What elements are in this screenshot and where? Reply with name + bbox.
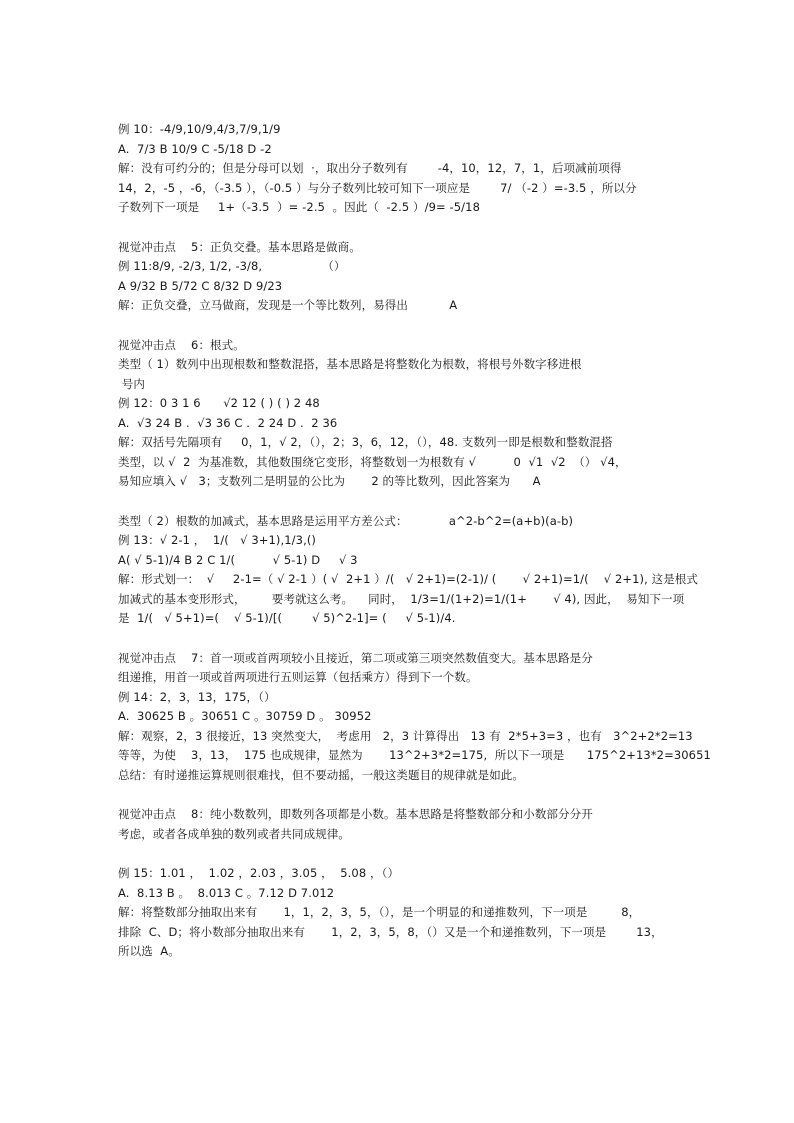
paragraph-gap (118, 785, 678, 805)
paragraph-gap (118, 316, 678, 336)
text-line: 考虑，或者各成单独的数列或者共同成规律。 (118, 826, 350, 841)
text-line: 所以选 A。 (118, 944, 180, 958)
paragraph-gap (118, 629, 678, 649)
section-heading: 视觉冲击点 8：纯小数数列，即数列各项都是小数。基本思路是将整数部分和小数部分分开 (118, 807, 593, 821)
text-line: A. 8.13 B 。 8.013 C 。7.12 D 7.012 (118, 885, 335, 900)
paragraph-gap (118, 844, 678, 864)
text-line: A. √3 24 B . √3 36 C . 2 24 D . 2 36 (118, 415, 338, 430)
text-line: A. 30625 B 。30651 C 。30759 D 。 30952 (118, 709, 372, 723)
text-line: 例 11:8/9, -2/3, 1/2, -3/8, （） (118, 259, 346, 273)
text-line: 例 15：1.01 ， 1.02 ，2.03 ，3.05 ， 5.08 ，（） (118, 866, 400, 880)
text-line: 加减式的基本变形形式， 要考就这么考。 同时， 1/3=1/(1+2)=1/(1+ √ 4), 因此， 易知下一项 (118, 591, 685, 606)
section-heading: 视觉冲击点 5：正负交叠。基本思路是做商。 (118, 239, 361, 254)
text-line: 是 1/( √ 5+1)=( √ 5-1)/[( √ 5)^2-1]= ( √ 5-1)/4. (118, 611, 456, 625)
text-line: 例 10：-4/9,10/9,4/3,7/9,1/9 (118, 122, 281, 136)
text-line: 排除 C、D；将小数部分抽取出来有 1，2，3，5，8，（）又是一个和递推数列，下一项是 13， (118, 924, 663, 939)
text-line: 14，2，-5 ，-6，（-3.5 ），（-0.5 ）与分子数列比较可知下一项应是 7/ （-2 ）=-3.5 ，所以分 (118, 180, 637, 195)
text-line: 解：将整数部分抽取出来有 1，1，2，3，5，（），是一个明显的和递推数列，下一项是 8， (118, 905, 641, 919)
example-10-block (118, 120, 678, 218)
text-line: 例 14：2，3，13，175，（） (118, 689, 276, 704)
text-line: 子数列下一项是 1+（-3.5 ）= -2.5 。因此（ -2.5 ）/9= -5/18 (118, 200, 480, 214)
visual-point-6-block (118, 336, 678, 492)
text-line: 易知应填入 √ 3；支数列二是明显的公比为 2 的等比数列，因此答案为 A (118, 474, 541, 488)
text-line: 组递推，用首一项或首两项进行五则运算（包括乘方）得到下一个数。 (118, 670, 478, 684)
text-line: 类型，以 √ 2 为基准数，其他数围绕它变形，将整数划一为根数有 √ 0 √1 √2 （） √4， (118, 454, 627, 469)
example-15-block (118, 864, 678, 962)
text-line: 解：双括号先隔项有 0，1，√ 2，（），2；3，6，12，（），48. 支数列一即是根数和整数混搭 (118, 435, 613, 449)
text-line: 例 13：√ 2-1 ， 1/( √ 3+1),1/3,() (118, 533, 316, 547)
text-line: 例 12：0 3 1 6 √2 12 ( ) ( ) 2 48 (118, 396, 320, 410)
visual-point-8-block (118, 805, 678, 844)
text-line: 解：观察，2，3 很接近，13 突然变大， 考虑用 2，3 计算得出 13 有 2*5+3=3 ，也有 3^2+2*2=13 (118, 728, 693, 743)
text-line: A 9/32 B 5/72 C 8/32 D 9/23 (118, 278, 283, 293)
text-line: A. 7/3 B 10/9 C -5/18 D -2 (118, 141, 272, 156)
text-line: 解：没有可约分的；但是分母可以划 ·，取出分子数列有 -4，10，12，7，1，后项减前项得 (118, 161, 622, 175)
text-line: A( √ 5-1)/4 B 2 C 1/( √ 5-1) D √ 3 (118, 552, 358, 567)
section-heading: 视觉冲击点 6：根式。 (118, 337, 245, 352)
visual-point-7-block (118, 649, 711, 786)
text-line: 解：形式划一： √ 2-1=（ √ 2-1 ）( √ 2+1 ）/( √ 2+1)=(2-1)/ ( √ 2+1)=1/( √ 2+1), 这是根式 (118, 572, 699, 586)
section-heading: 类型（ 2）根数的加减式，基本思路是运用平方差公式： a^2-b^2=(a+b)(a-b) (118, 513, 574, 528)
document-body (118, 120, 711, 962)
paragraph-gap (118, 492, 678, 512)
text-line: 号内 (118, 376, 145, 391)
type-2-block (118, 512, 699, 629)
paragraph-gap (118, 218, 678, 238)
text-line: 总结：有时递推运算规则很难找，但不要动摇，一般这类题目的规律就是如此。 (118, 767, 524, 782)
text-line: 类型（ 1）数列中出现根数和整数混搭，基本思路是将整数化为根数，将根号外数字移进根 (118, 357, 582, 371)
text-line: 解：正负交叠，立马做商，发现是一个等比数列，易得出 A (118, 298, 458, 312)
visual-point-5-block (118, 238, 678, 316)
section-heading: 视觉冲击点 7：首一项或首两项较小且接近，第二项或第三项突然数值变大。基本思路是分 (118, 650, 593, 665)
text-line: 等等，为使 3，13， 175 也成规律，显然为 13^2+3*2=175, 所以下一项是 175^2+13*2=30651 (118, 748, 711, 762)
